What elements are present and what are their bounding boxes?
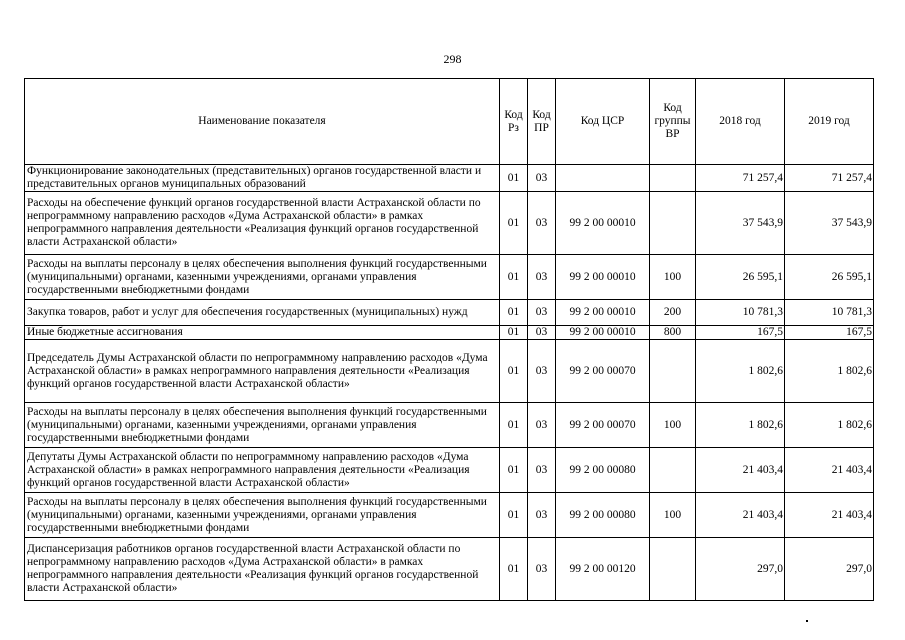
row-rz: 01 (500, 192, 528, 255)
row-2018: 297,0 (696, 538, 785, 601)
row-2019: 71 257,4 (785, 165, 874, 192)
row-csr: 99 2 00 00010 (556, 192, 650, 255)
row-2019: 1 802,6 (785, 403, 874, 448)
row-pr: 03 (528, 255, 556, 300)
row-pr: 03 (528, 300, 556, 326)
table-row (25, 448, 874, 493)
row-vr: 100 (650, 493, 696, 538)
header-vr: Код группы ВР (650, 79, 696, 165)
row-vr: 100 (650, 255, 696, 300)
row-name: Закупка товаров, работ и услуг для обеспечения государственных (муниципальных) нужд (25, 300, 500, 326)
row-name: Председатель Думы Астраханской области по непрограммному направлению расходов «Дума Астраханской области» в рамках непрограммного направления деятельности «Реализация функций органов государственной власти Астраханской области» (25, 340, 500, 403)
row-pr: 03 (528, 448, 556, 493)
row-2018: 37 543,9 (696, 192, 785, 255)
table-row (25, 493, 874, 538)
row-2018: 10 781,3 (696, 300, 785, 326)
row-csr: 99 2 00 00010 (556, 255, 650, 300)
row-rz: 01 (500, 448, 528, 493)
header-pr: Код ПР (528, 79, 556, 165)
row-2018: 21 403,4 (696, 493, 785, 538)
row-vr: 100 (650, 403, 696, 448)
header-name: Наименование показателя (25, 79, 500, 165)
table-row (25, 538, 874, 601)
table-header-row (25, 79, 874, 165)
row-2018: 1 802,6 (696, 340, 785, 403)
scan-speck (806, 620, 808, 622)
row-name: Иные бюджетные ассигнования (25, 326, 500, 340)
row-csr: 99 2 00 00080 (556, 493, 650, 538)
row-2019: 1 802,6 (785, 340, 874, 403)
row-csr: 99 2 00 00070 (556, 340, 650, 403)
row-2018: 1 802,6 (696, 403, 785, 448)
row-name: Расходы на выплаты персоналу в целях обеспечения выполнения функций государственными (муниципальными) органами, казенными учреждениями, органами управления государственными внебюджетными фондами (25, 403, 500, 448)
row-name: Функционирование законодательных (представительных) органов государственной власти и представительных органов муниципальных образований (25, 165, 500, 192)
row-vr (650, 538, 696, 601)
budget-table (24, 78, 874, 601)
row-2019: 167,5 (785, 326, 874, 340)
row-vr (650, 448, 696, 493)
row-pr: 03 (528, 326, 556, 340)
row-csr (556, 165, 650, 192)
row-2019: 26 595,1 (785, 255, 874, 300)
row-csr: 99 2 00 00010 (556, 300, 650, 326)
row-csr: 99 2 00 00010 (556, 326, 650, 340)
row-pr: 03 (528, 493, 556, 538)
header-2018: 2018 год (696, 79, 785, 165)
row-pr: 03 (528, 403, 556, 448)
row-2019: 21 403,4 (785, 448, 874, 493)
row-2018: 21 403,4 (696, 448, 785, 493)
table-row (25, 165, 874, 192)
row-pr: 03 (528, 192, 556, 255)
row-pr: 03 (528, 538, 556, 601)
row-name: Расходы на выплаты персоналу в целях обеспечения выполнения функций государственными (муниципальными) органами, казенными учреждениями, органами управления государственными внебюджетными фондами (25, 493, 500, 538)
row-rz: 01 (500, 326, 528, 340)
row-name: Расходы на выплаты персоналу в целях обеспечения выполнения функций государственными (муниципальными) органами, казенными учреждениями, органами управления государственными внебюджетными фондами (25, 255, 500, 300)
header-2019: 2019 год (785, 79, 874, 165)
row-vr (650, 192, 696, 255)
row-name: Депутаты Думы Астраханской области по непрограммному направлению расходов «Дума Астраханской области» в рамках непрограммного направления деятельности «Реализация функций органов государственной власти Астраханской области» (25, 448, 500, 493)
header-rz: Код Рз (500, 79, 528, 165)
row-vr (650, 340, 696, 403)
row-vr (650, 165, 696, 192)
table-row (25, 255, 874, 300)
row-vr: 200 (650, 300, 696, 326)
table-row (25, 326, 874, 340)
row-2019: 10 781,3 (785, 300, 874, 326)
row-2018: 167,5 (696, 326, 785, 340)
table-row (25, 340, 874, 403)
row-rz: 01 (500, 493, 528, 538)
row-rz: 01 (500, 255, 528, 300)
table-row (25, 192, 874, 255)
row-rz: 01 (500, 165, 528, 192)
row-csr: 99 2 00 00120 (556, 538, 650, 601)
row-vr: 800 (650, 326, 696, 340)
row-rz: 01 (500, 538, 528, 601)
row-rz: 01 (500, 403, 528, 448)
row-pr: 03 (528, 340, 556, 403)
row-name: Расходы на обеспечение функций органов государственной власти Астраханской области по непрограммному направлению расходов «Дума Астраханской области» в рамках непрограммного направления деятельности «Реализация функций органов государственной власти Астраханской области» (25, 192, 500, 255)
row-csr: 99 2 00 00070 (556, 403, 650, 448)
table-row (25, 300, 874, 326)
row-2018: 71 257,4 (696, 165, 785, 192)
row-csr: 99 2 00 00080 (556, 448, 650, 493)
table-row (25, 403, 874, 448)
row-name: Диспансеризация работников органов государственной власти Астраханской области по непрограммному направлению расходов «Дума Астраханской области» в рамках непрограммного направления деятельности «Реализация функций органов государственной власти Астраханской области» (25, 538, 500, 601)
row-rz: 01 (500, 340, 528, 403)
row-2019: 37 543,9 (785, 192, 874, 255)
row-2019: 297,0 (785, 538, 874, 601)
header-csr: Код ЦСР (556, 79, 650, 165)
row-pr: 03 (528, 165, 556, 192)
page-number: 298 (443, 52, 462, 66)
row-2019: 21 403,4 (785, 493, 874, 538)
row-rz: 01 (500, 300, 528, 326)
row-2018: 26 595,1 (696, 255, 785, 300)
